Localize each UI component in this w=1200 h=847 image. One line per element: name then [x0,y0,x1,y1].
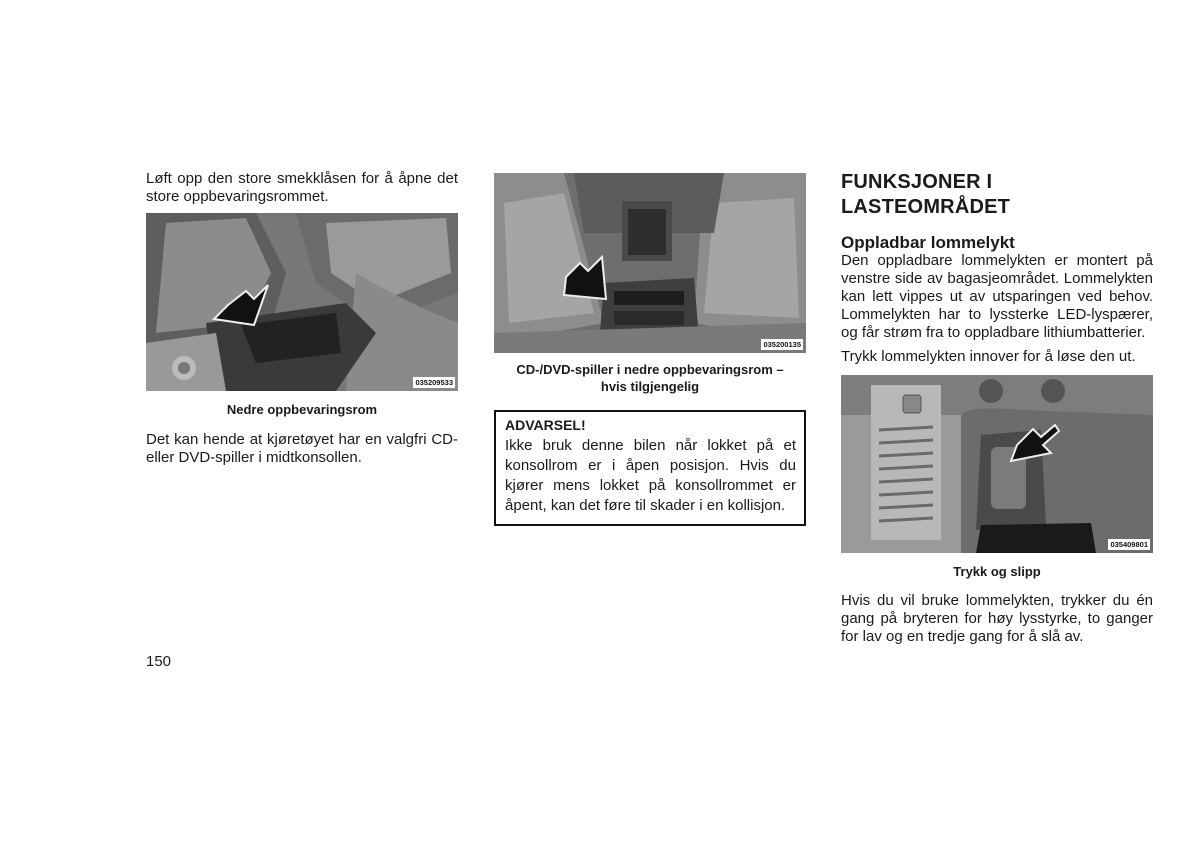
flashlight-illustration [841,375,1153,553]
cd-dvd-paragraph: Det kan hende at kjøretøyet har en valgfri CD- eller DVD-spiller i midtkonsollen. [146,431,458,466]
figure-caption: Trykk og slipp [953,564,1041,579]
page-number: 150 [146,653,172,670]
figure-caption: Nedre oppbevaringsrom [226,402,378,417]
figure-code: 035409801 [1110,540,1148,549]
figure-cd-dvd-photo [494,173,806,353]
console-storage-illustration [146,213,458,391]
figure-code: 035200135 [763,340,801,349]
right-column [841,170,1153,646]
middle-column [494,173,806,526]
section-heading [841,170,1153,220]
subsection-heading: Oppladbar lommelykt [841,233,1015,252]
flashlight-paragraph: Den oppladbare lommelykten er montert på venstre side av bagasjeområdet. Lommelykten kan lett vippes ut av utsparingen ved behov. Lommelykten har to lyssterke LED-lyspærer, og får strøm fra to oppladbare lithiumbatterier. [841,252,1153,341]
warning-box [494,410,806,526]
figure-lower-storage-photo [146,213,458,391]
left-column [146,170,458,467]
figure-code: 035209533 [415,378,453,387]
cd-dvd-console-illustration [494,173,806,353]
section-heading-line2: LASTEOMRÅDET [841,196,1011,218]
press-paragraph: Trykk lommelykten innover for å løse den ut. [841,348,1136,365]
figure-caption-line1: CD-/DVD-spiller i nedre oppbevaringsrom – [516,362,784,377]
figure-caption-line2: hvis tilgjengelig [600,379,700,394]
section-heading-line1: FUNKSJONER I [841,171,993,193]
figure-flashlight-photo [841,375,1153,553]
usage-paragraph: Hvis du vil bruke lommelykten, trykker du én gang på bryteren for høy lysstyrke, to ganger for lav og en tredje gang for å slå av. [841,592,1153,645]
figure-caption [494,361,806,395]
warning-title: ADVARSEL! [505,417,586,433]
warning-text: Ikke bruk denne bilen når lokket på et konsollrom er i åpen posisjon. Hvis du kjører mens lokket på konsollrommet er åpent, kan det føre til skader i en kollisjon. [505,437,796,514]
intro-paragraph: Løft opp den store smekklåsen for å åpne det store oppbevaringsrommet. [146,170,458,205]
